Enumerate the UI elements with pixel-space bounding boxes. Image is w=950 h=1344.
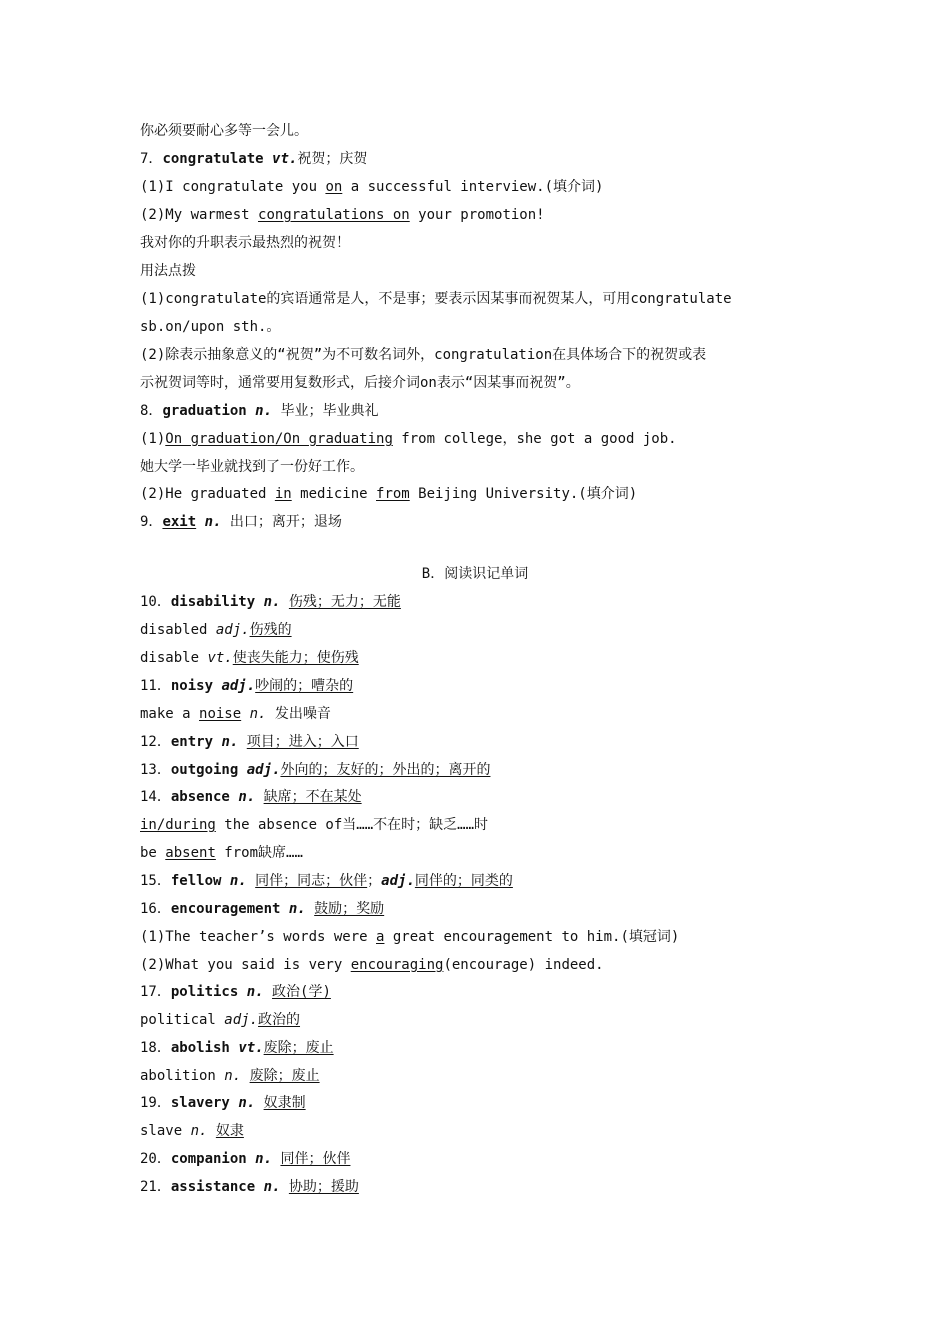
part-of-speech: n. [255, 403, 273, 419]
answer-blank: 废除；废止 [263, 1040, 334, 1056]
text-run [238, 762, 246, 778]
text-run: your promotion! [409, 207, 545, 223]
text-line [140, 1177, 830, 1197]
answer-blank: 协助；援助 [288, 1179, 359, 1195]
part-of-speech: n. [238, 1095, 256, 1111]
text-line [140, 955, 830, 975]
part-of-speech: adj. [381, 873, 415, 889]
text-line [140, 760, 830, 780]
text-line [140, 1121, 830, 1141]
vocab-headword: slavery [170, 1095, 230, 1111]
part-of-speech: n. [238, 789, 256, 805]
answer-blank: in/during [140, 817, 216, 833]
answer-blank: 废除；废止 [249, 1068, 320, 1084]
answer-blank: 政治(学) [272, 984, 331, 1000]
vocab-headword: disability [170, 594, 256, 610]
text-run: 示祝贺词等时，通常要用复数形式，后接介词on表示“因某事而祝贺”。 [140, 375, 580, 391]
vocab-headword: abolish [170, 1040, 230, 1056]
vocab-headword: companion [170, 1151, 247, 1167]
vocab-headword: exit [162, 514, 197, 530]
text-run: Beijing University.(填介词) [409, 486, 638, 502]
part-of-speech: n. [255, 1151, 273, 1167]
text-line [140, 1093, 830, 1113]
answer-blank: 外向的；友好的；外出的；离开的 [280, 762, 491, 778]
part-of-speech: vt. [207, 650, 233, 666]
text-run [280, 901, 288, 917]
text-run: 祝贺；庆贺 [297, 151, 368, 167]
text-line [140, 345, 830, 365]
text-line [140, 676, 830, 696]
text-run: (2)He graduated [140, 486, 275, 502]
text-run: (2)除表示抽象意义的“祝贺”为不可数名词外，congratulation在具体场合下的祝贺或表 [140, 347, 707, 363]
part-of-speech: n. [249, 706, 267, 722]
text-run: be [140, 845, 166, 861]
answer-blank: noise [199, 706, 242, 722]
text-line [140, 1038, 830, 1058]
text-line [140, 620, 830, 640]
text-run: political [140, 1012, 225, 1028]
text-run [238, 984, 246, 1000]
text-run: 你必须要耐心多等一会儿。 [140, 123, 308, 139]
text-run [306, 901, 314, 917]
text-line [140, 704, 830, 724]
section-heading [140, 564, 810, 584]
text-line [140, 1010, 830, 1030]
text-run: 18． [140, 1040, 171, 1056]
text-run: (2)My warmest [140, 207, 259, 223]
part-of-speech: n. [263, 1179, 281, 1195]
text-run: 17． [140, 984, 171, 1000]
part-of-speech: adj. [215, 622, 250, 638]
text-line [140, 815, 830, 835]
vocab-headword: assistance [170, 1179, 256, 1195]
text-run [264, 984, 272, 1000]
text-line [140, 289, 830, 309]
text-run: 21． [140, 1179, 171, 1195]
text-line [140, 1066, 830, 1086]
text-run: (2)What you said is very [140, 957, 351, 973]
part-of-speech: n. [204, 514, 222, 530]
answer-blank: encouraging [350, 957, 444, 973]
text-run: disable [140, 650, 208, 666]
text-run: (1)congratulate的宾语通常是人，不是事；要表示因某事而祝贺某人，可用congratulate [140, 291, 732, 307]
text-line [140, 982, 830, 1002]
text-run: 11． [140, 678, 171, 694]
part-of-speech: n. [288, 901, 306, 917]
vocab-headword: outgoing [170, 762, 239, 778]
part-of-speech: adj. [224, 1012, 259, 1028]
text-run [280, 1179, 288, 1195]
part-of-speech: n. [229, 873, 247, 889]
part-of-speech: adj. [221, 678, 256, 694]
text-run: 出口；离开；退场 [221, 514, 342, 530]
text-line [140, 927, 830, 947]
text-run: 9． [140, 514, 163, 530]
text-run: 20． [140, 1151, 171, 1167]
answer-blank: in [274, 486, 292, 502]
text-run [264, 151, 272, 167]
vocab-headword: fellow [170, 873, 222, 889]
text-line [140, 205, 830, 225]
text-run: (1)I congratulate you [140, 179, 326, 195]
answer-blank: 伤残的 [249, 622, 292, 638]
answer-blank: 缺席；不在某处 [263, 789, 362, 805]
text-line [140, 1149, 830, 1169]
text-run [241, 706, 249, 722]
vocab-headword: absence [170, 789, 230, 805]
text-run: 16． [140, 901, 171, 917]
text-run: 13． [140, 762, 171, 778]
answer-blank: 政治的 [258, 1012, 301, 1028]
text-run [255, 594, 263, 610]
text-run: abolition [140, 1068, 225, 1084]
answer-blank: 同伴的；同类的 [414, 873, 513, 889]
text-run: 我对你的升职表示最热烈的祝贺！ [140, 235, 350, 251]
part-of-speech: vt. [272, 151, 298, 167]
text-run: (1)The teacher’s words were [140, 929, 377, 945]
text-line [140, 512, 830, 532]
text-run: (encourage) indeed. [443, 957, 604, 973]
text-run: 7． [140, 151, 163, 167]
text-run: 用法点拨 [140, 263, 196, 279]
text-run: from缺席…… [215, 845, 303, 861]
part-of-speech: n. [263, 594, 281, 610]
vocab-headword: congratulate [162, 151, 264, 167]
text-run: 发出噪音 [266, 706, 331, 722]
part-of-speech: n. [224, 1068, 242, 1084]
text-run: a successful interview.(填介词) [342, 179, 604, 195]
text-run [255, 789, 263, 805]
answer-blank: 奴隶制 [263, 1095, 306, 1111]
answer-blank: from [376, 486, 410, 502]
answer-blank: 同伴；伙伴 [280, 1151, 351, 1167]
text-line [140, 843, 830, 863]
text-line [140, 648, 830, 668]
text-run: make a [140, 706, 200, 722]
text-line [140, 732, 830, 752]
text-line [140, 121, 830, 141]
text-run [221, 873, 229, 889]
text-run [247, 1151, 255, 1167]
part-of-speech: n. [246, 984, 264, 1000]
text-run: 10． [140, 594, 171, 610]
vocab-headword: noisy [170, 678, 214, 694]
vocab-headword: encouragement [170, 901, 281, 917]
answer-blank: congratulations on [258, 207, 410, 223]
text-run [255, 1179, 263, 1195]
text-line [140, 899, 830, 919]
answer-blank: 使丧失能力；使伤残 [232, 650, 359, 666]
text-run: 15． [140, 873, 171, 889]
answer-blank: 同伴；同志；伙伴 [255, 873, 368, 889]
text-line [140, 233, 830, 253]
answer-blank: 吵闹的；嘈杂的 [255, 678, 354, 694]
answer-blank: absent [165, 845, 216, 861]
text-line [140, 261, 830, 281]
answer-blank: On graduation/On graduating [165, 431, 393, 447]
text-line [140, 317, 830, 337]
answer-blank: a [376, 929, 385, 945]
text-run: 毕业；毕业典礼 [272, 403, 379, 419]
vocab-headword: politics [170, 984, 239, 1000]
text-line [140, 787, 830, 807]
text-run: ； [367, 873, 382, 889]
text-run: disabled [140, 622, 216, 638]
text-run [247, 873, 255, 889]
text-run [238, 734, 246, 750]
text-run [207, 1123, 215, 1139]
text-run: medicine [291, 486, 377, 502]
answer-blank: 鼓励；奖励 [314, 901, 385, 917]
text-run: 14． [140, 789, 171, 805]
answer-blank: 项目；进入；入口 [246, 734, 359, 750]
text-line [140, 177, 830, 197]
text-run [280, 594, 288, 610]
text-run: great encouragement to him.(填冠词) [384, 929, 680, 945]
text-run: B．阅读识记单词 [421, 566, 529, 582]
text-run: (1) [140, 431, 166, 447]
text-line [140, 429, 830, 449]
text-run [196, 514, 204, 530]
text-run: 她大学一毕业就找到了一份好工作。 [140, 459, 364, 475]
answer-blank: 伤残；无力；无能 [288, 594, 401, 610]
part-of-speech: adj. [246, 762, 281, 778]
text-line [140, 871, 830, 891]
text-line [140, 373, 830, 393]
text-line [140, 484, 830, 504]
part-of-speech: vt. [238, 1040, 264, 1056]
text-run: from college，she got a good job. [392, 431, 677, 447]
answer-blank: 奴隶 [215, 1123, 244, 1139]
part-of-speech: n. [221, 734, 239, 750]
text-line [140, 401, 830, 421]
text-run: sb.on/upon sth.。 [140, 319, 281, 335]
vocab-headword: entry [170, 734, 214, 750]
text-line [140, 457, 830, 477]
text-run: the absence of当……不在时；缺乏……时 [215, 817, 489, 833]
text-run: 8． [140, 403, 163, 419]
text-line [140, 592, 830, 612]
text-run: 12． [140, 734, 171, 750]
part-of-speech: n. [190, 1123, 208, 1139]
text-line [140, 149, 830, 169]
text-run: slave [140, 1123, 191, 1139]
text-run: 19． [140, 1095, 171, 1111]
text-run [241, 1068, 249, 1084]
answer-blank: on [325, 179, 343, 195]
text-run [247, 403, 255, 419]
vocab-headword: graduation [162, 403, 247, 419]
text-run [255, 1095, 263, 1111]
